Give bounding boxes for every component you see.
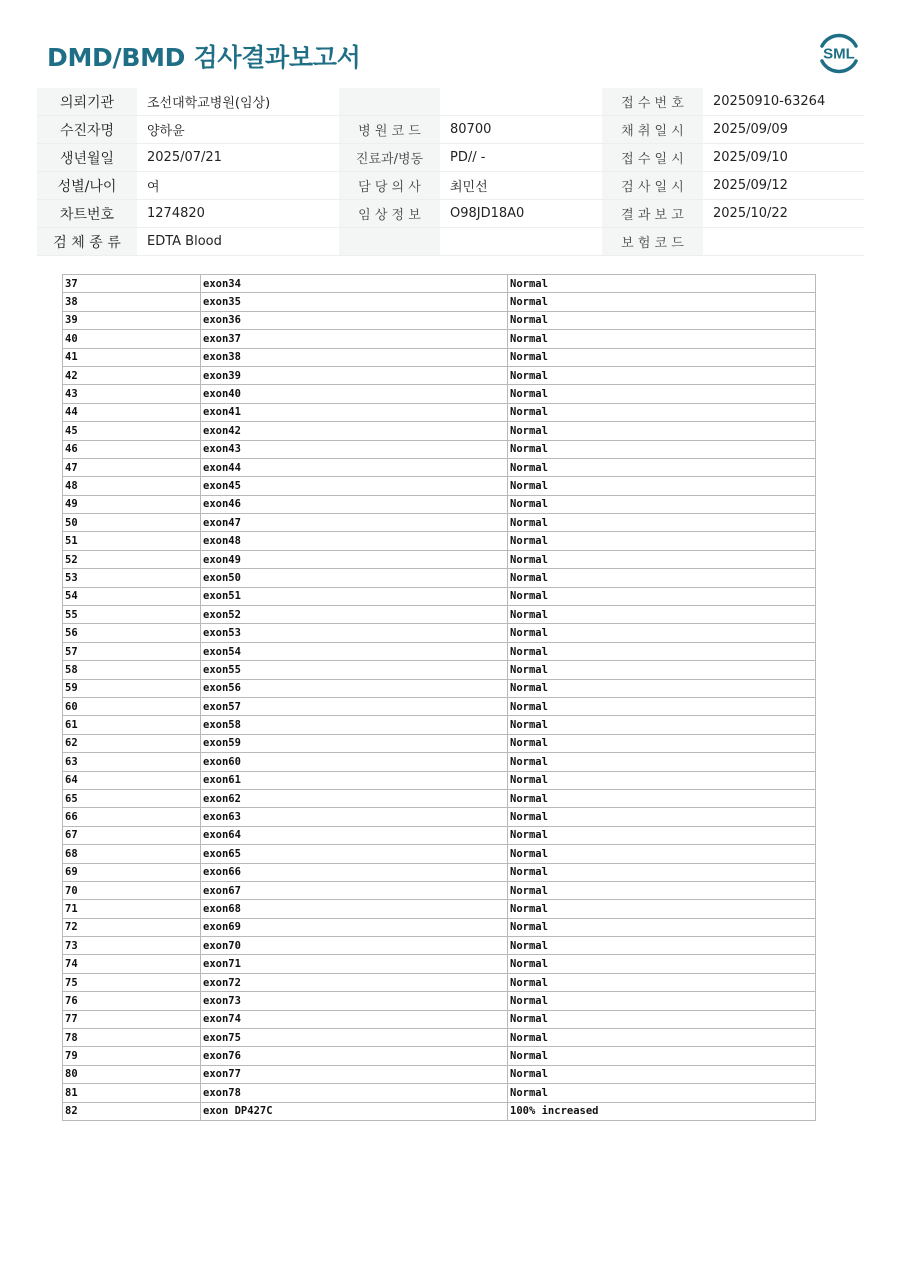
row-number-cell: 63	[63, 753, 201, 771]
exon-cell: exon62	[201, 789, 508, 807]
exon-cell: exon45	[201, 477, 508, 495]
exon-cell: exon75	[201, 1029, 508, 1047]
result-cell: Normal	[508, 734, 816, 752]
row-number-cell: 43	[63, 385, 201, 403]
result-cell: Normal	[508, 348, 816, 366]
row-number-cell: 82	[63, 1102, 201, 1120]
result-cell: Normal	[508, 587, 816, 605]
exon-cell: exon67	[201, 881, 508, 899]
row-number-cell: 51	[63, 532, 201, 550]
table-row	[63, 716, 816, 734]
result-cell: Normal	[508, 311, 816, 329]
table-row	[63, 403, 816, 421]
table-row	[63, 992, 816, 1010]
result-cell: Normal	[508, 330, 816, 348]
row-number-cell: 58	[63, 661, 201, 679]
patient-info-table	[37, 88, 864, 256]
info-label: 검 사 일 시	[602, 172, 703, 200]
table-row	[63, 753, 816, 771]
table-row	[63, 422, 816, 440]
result-cell: Normal	[508, 1047, 816, 1065]
result-cell: Normal	[508, 661, 816, 679]
info-label: 병 원 코 드	[339, 116, 440, 144]
result-cell: Normal	[508, 697, 816, 715]
result-cell: Normal	[508, 716, 816, 734]
row-number-cell: 50	[63, 514, 201, 532]
info-value: 2025/07/21	[137, 144, 339, 172]
table-row	[63, 1010, 816, 1028]
table-row	[63, 587, 816, 605]
result-cell: Normal	[508, 422, 816, 440]
info-value	[440, 228, 602, 256]
exon-cell: exon53	[201, 624, 508, 642]
result-cell: Normal	[508, 845, 816, 863]
result-cell: Normal	[508, 826, 816, 844]
result-cell: Normal	[508, 789, 816, 807]
result-cell: Normal	[508, 1029, 816, 1047]
row-number-cell: 71	[63, 900, 201, 918]
table-row	[63, 1065, 816, 1083]
row-number-cell: 76	[63, 992, 201, 1010]
exon-cell: exon72	[201, 973, 508, 991]
row-number-cell: 52	[63, 550, 201, 568]
page-title: DMD/BMD 검사결과보고서	[47, 43, 361, 72]
info-row	[37, 200, 864, 228]
result-cell: Normal	[508, 1010, 816, 1028]
table-row	[63, 458, 816, 476]
row-number-cell: 53	[63, 569, 201, 587]
logo-text: SML	[823, 45, 855, 63]
result-cell: Normal	[508, 642, 816, 660]
info-label	[339, 88, 440, 116]
result-cell: Normal	[508, 569, 816, 587]
result-cell: Normal	[508, 606, 816, 624]
exon-cell: exon69	[201, 918, 508, 936]
table-row	[63, 1029, 816, 1047]
table-row	[63, 514, 816, 532]
row-number-cell: 39	[63, 311, 201, 329]
exon-cell: exon60	[201, 753, 508, 771]
info-value	[440, 88, 602, 116]
row-number-cell: 67	[63, 826, 201, 844]
info-value: O98JD18A0	[440, 200, 602, 228]
exon-cell: exon40	[201, 385, 508, 403]
result-cell: Normal	[508, 624, 816, 642]
exon-cell: exon39	[201, 366, 508, 384]
row-number-cell: 44	[63, 403, 201, 421]
info-row	[37, 172, 864, 200]
info-value: 조선대학교병원(임상)	[137, 88, 339, 116]
info-label: 담 당 의 사	[339, 172, 440, 200]
row-number-cell: 66	[63, 808, 201, 826]
result-cell: Normal	[508, 514, 816, 532]
row-number-cell: 54	[63, 587, 201, 605]
result-cell: Normal	[508, 403, 816, 421]
row-number-cell: 68	[63, 845, 201, 863]
table-row	[63, 955, 816, 973]
info-label: 접 수 번 호	[602, 88, 703, 116]
row-number-cell: 49	[63, 495, 201, 513]
info-value	[703, 228, 864, 256]
result-cell: Normal	[508, 532, 816, 550]
result-cell: Normal	[508, 385, 816, 403]
table-row	[63, 624, 816, 642]
info-value: 여	[137, 172, 339, 200]
exon-cell: exon51	[201, 587, 508, 605]
exon-cell: exon78	[201, 1084, 508, 1102]
row-number-cell: 41	[63, 348, 201, 366]
row-number-cell: 55	[63, 606, 201, 624]
table-row	[63, 569, 816, 587]
table-row	[63, 845, 816, 863]
row-number-cell: 78	[63, 1029, 201, 1047]
row-number-cell: 74	[63, 955, 201, 973]
result-cell: Normal	[508, 918, 816, 936]
exon-cell: exon73	[201, 992, 508, 1010]
table-row	[63, 385, 816, 403]
row-number-cell: 77	[63, 1010, 201, 1028]
row-number-cell: 48	[63, 477, 201, 495]
row-number-cell: 80	[63, 1065, 201, 1083]
exon-cell: exon37	[201, 330, 508, 348]
exon-cell: exon47	[201, 514, 508, 532]
table-row	[63, 808, 816, 826]
info-label: 임 상 정 보	[339, 200, 440, 228]
table-row	[63, 477, 816, 495]
exon-cell: exon70	[201, 937, 508, 955]
table-row	[63, 550, 816, 568]
info-label: 차트번호	[37, 200, 137, 228]
row-number-cell: 60	[63, 697, 201, 715]
row-number-cell: 75	[63, 973, 201, 991]
exon-cell: exon66	[201, 863, 508, 881]
info-label: 보 험 코 드	[602, 228, 703, 256]
result-cell: Normal	[508, 1084, 816, 1102]
row-number-cell: 61	[63, 716, 201, 734]
exon-cell: exon64	[201, 826, 508, 844]
table-row	[63, 771, 816, 789]
table-row	[63, 1084, 816, 1102]
table-row	[63, 937, 816, 955]
table-row	[63, 348, 816, 366]
exon-cell: exon38	[201, 348, 508, 366]
exon-cell: exon63	[201, 808, 508, 826]
result-cell: Normal	[508, 440, 816, 458]
row-number-cell: 64	[63, 771, 201, 789]
row-number-cell: 79	[63, 1047, 201, 1065]
exon-cell: exon43	[201, 440, 508, 458]
result-cell: Normal	[508, 900, 816, 918]
row-number-cell: 38	[63, 293, 201, 311]
table-row	[63, 679, 816, 697]
row-number-cell: 65	[63, 789, 201, 807]
info-row	[37, 228, 864, 256]
table-row	[63, 900, 816, 918]
exon-cell: exon46	[201, 495, 508, 513]
table-row	[63, 532, 816, 550]
info-value: 1274820	[137, 200, 339, 228]
table-row	[63, 918, 816, 936]
row-number-cell: 70	[63, 881, 201, 899]
result-cell: Normal	[508, 679, 816, 697]
info-label: 검 체 종 류	[37, 228, 137, 256]
row-number-cell: 69	[63, 863, 201, 881]
result-cell: Normal	[508, 808, 816, 826]
info-label: 결 과 보 고	[602, 200, 703, 228]
info-value: 2025/09/10	[703, 144, 864, 172]
result-cell: Normal	[508, 973, 816, 991]
table-row	[63, 311, 816, 329]
info-value: 양하윤	[137, 116, 339, 144]
table-row	[63, 734, 816, 752]
info-label: 채 취 일 시	[602, 116, 703, 144]
row-number-cell: 47	[63, 458, 201, 476]
info-row	[37, 88, 864, 116]
row-number-cell: 42	[63, 366, 201, 384]
info-label: 진료과/병동	[339, 144, 440, 172]
exon-cell: exon34	[201, 275, 508, 293]
exon-cell: exon77	[201, 1065, 508, 1083]
table-row	[63, 881, 816, 899]
exon-results-table	[62, 274, 816, 1121]
result-cell: Normal	[508, 771, 816, 789]
exon-cell: exon36	[201, 311, 508, 329]
result-cell: 100% increased	[508, 1102, 816, 1120]
info-value: 최민선	[440, 172, 602, 200]
exon-cell: exon54	[201, 642, 508, 660]
row-number-cell: 59	[63, 679, 201, 697]
exon-cell: exon74	[201, 1010, 508, 1028]
exon-cell: exon68	[201, 900, 508, 918]
table-row	[63, 606, 816, 624]
info-label: 생년월일	[37, 144, 137, 172]
table-row	[63, 642, 816, 660]
exon-cell: exon56	[201, 679, 508, 697]
exon-cell: exon57	[201, 697, 508, 715]
table-row	[63, 1047, 816, 1065]
info-row	[37, 144, 864, 172]
table-row	[63, 440, 816, 458]
info-label	[339, 228, 440, 256]
exon-cell: exon76	[201, 1047, 508, 1065]
result-cell: Normal	[508, 458, 816, 476]
table-row	[63, 661, 816, 679]
table-row	[63, 826, 816, 844]
result-cell: Normal	[508, 881, 816, 899]
info-value: PD// -	[440, 144, 602, 172]
exon-cell: exon55	[201, 661, 508, 679]
row-number-cell: 81	[63, 1084, 201, 1102]
result-cell: Normal	[508, 955, 816, 973]
exon-cell: exon59	[201, 734, 508, 752]
table-row	[63, 863, 816, 881]
table-row	[63, 973, 816, 991]
info-value: 2025/09/12	[703, 172, 864, 200]
table-row	[63, 1102, 816, 1120]
table-row	[63, 789, 816, 807]
row-number-cell: 45	[63, 422, 201, 440]
table-row	[63, 366, 816, 384]
info-value: EDTA Blood	[137, 228, 339, 256]
exon-cell: exon52	[201, 606, 508, 624]
table-row	[63, 495, 816, 513]
exon-cell: exon41	[201, 403, 508, 421]
info-row	[37, 116, 864, 144]
table-row	[63, 697, 816, 715]
result-cell: Normal	[508, 992, 816, 1010]
table-row	[63, 275, 816, 293]
result-cell: Normal	[508, 937, 816, 955]
row-number-cell: 46	[63, 440, 201, 458]
row-number-cell: 72	[63, 918, 201, 936]
info-label: 접 수 일 시	[602, 144, 703, 172]
sml-logo	[816, 30, 862, 76]
exon-cell: exon DP427C	[201, 1102, 508, 1120]
info-value: 80700	[440, 116, 602, 144]
info-value: 20250910-63264	[703, 88, 864, 116]
result-cell: Normal	[508, 863, 816, 881]
table-row	[63, 293, 816, 311]
result-cell: Normal	[508, 753, 816, 771]
info-label: 수진자명	[37, 116, 137, 144]
row-number-cell: 62	[63, 734, 201, 752]
row-number-cell: 56	[63, 624, 201, 642]
result-cell: Normal	[508, 1065, 816, 1083]
info-label: 의뢰기관	[37, 88, 137, 116]
result-cell: Normal	[508, 366, 816, 384]
info-label: 성별/나이	[37, 172, 137, 200]
row-number-cell: 73	[63, 937, 201, 955]
exon-cell: exon48	[201, 532, 508, 550]
result-cell: Normal	[508, 495, 816, 513]
exon-cell: exon44	[201, 458, 508, 476]
exon-cell: exon71	[201, 955, 508, 973]
result-cell: Normal	[508, 477, 816, 495]
result-cell: Normal	[508, 550, 816, 568]
info-value: 2025/09/09	[703, 116, 864, 144]
exon-cell: exon42	[201, 422, 508, 440]
result-cell: Normal	[508, 293, 816, 311]
exon-cell: exon49	[201, 550, 508, 568]
exon-cell: exon58	[201, 716, 508, 734]
result-cell: Normal	[508, 275, 816, 293]
exon-cell: exon35	[201, 293, 508, 311]
row-number-cell: 40	[63, 330, 201, 348]
info-value: 2025/10/22	[703, 200, 864, 228]
exon-cell: exon65	[201, 845, 508, 863]
row-number-cell: 57	[63, 642, 201, 660]
exon-cell: exon50	[201, 569, 508, 587]
table-row	[63, 330, 816, 348]
row-number-cell: 37	[63, 275, 201, 293]
exon-cell: exon61	[201, 771, 508, 789]
